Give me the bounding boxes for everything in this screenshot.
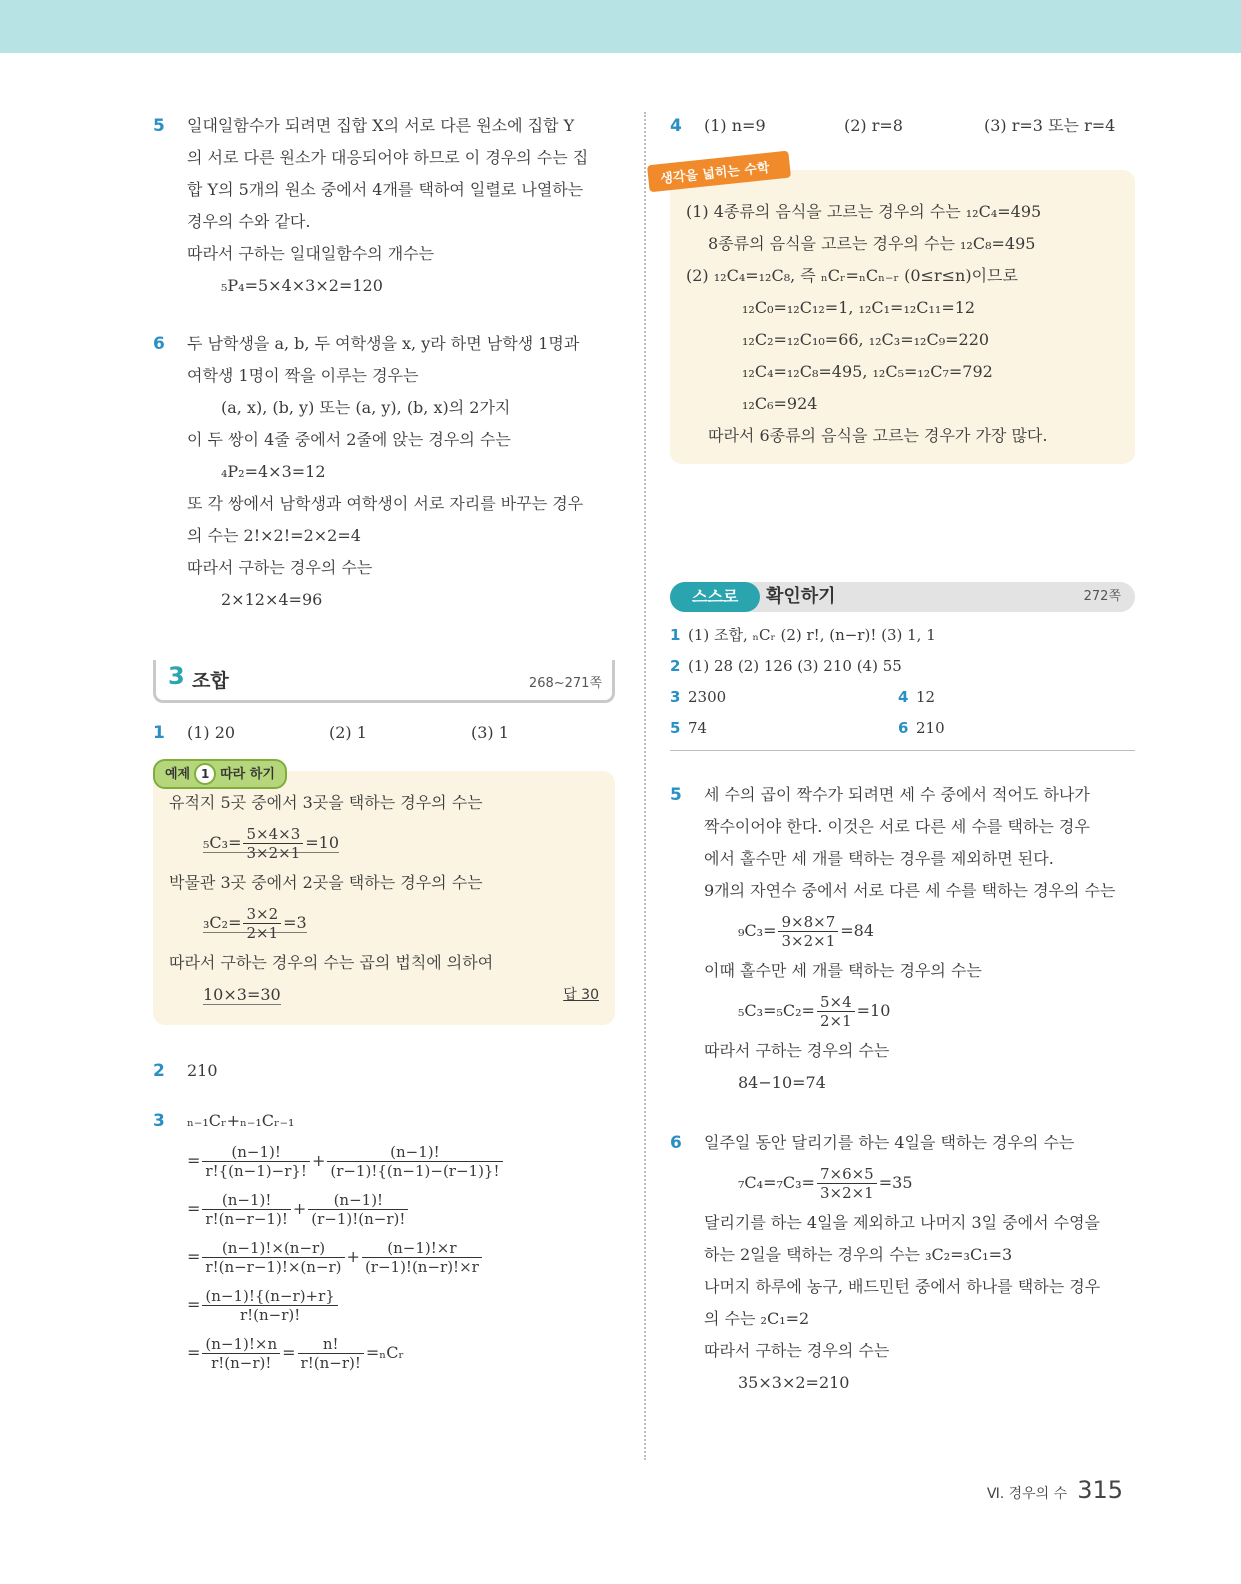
check-solution-6: 6 일주일 동안 달리기를 하는 4일을 택하는 경우의 수는 ₇C₄=₇C₃= $\frac{7\times 6\times 5}{3\times 2\times 1}$ =35 달리기를 하는 4일을 제외하고 나머지 3일 중에서 수영을 하는 2일을 택하는 경우의 수는 ₃C₂=₃C₁=3 나머지 하루에 농구, 배드민턴 중에서 하나를 택하는 경우 의 수는 ₂C₁=2 따라서 구하는 경우의 수는 35×3×2=210 — [670, 1127, 1135, 1399]
top-color-band — [0, 0, 1241, 53]
chapter-label: Ⅵ. 경우의 수 — [986, 1486, 1068, 1502]
solution-5: 5 일대일함수가 되려면 집합 X의 서로 다른 원소에 집합 Y 의 서로 다른 원소가 대응되어야 하므로 이 경우의 수는 집 합 Y의 5개의 원소 중에서 4개를 택하여 일렬로 나열하는 경우의 수와 같다. 따라서 구하는 일대일함수의 개수는 ₅P₄=5×4×3×2=120 — [153, 110, 615, 302]
formula: ₅P₄=5×4×3×2=120 — [221, 276, 383, 295]
formula: 2×12×4=96 — [221, 590, 323, 609]
answer-4: 4 (1) n=9 (2) r=8 (3) r=3 또는 r=4 — [670, 116, 1116, 136]
solution-6: 6 두 남학생을 a, b, 두 여학생을 x, y라 하면 남학생 1명과 여학생 1명이 짝을 이루는 경우는 (a, x), (b, y) 또는 (a, y), (b, x)의 2가지 이 두 쌍이 4줄 중에서 2줄에 앉는 경우의 수는 ₄P₂=4×3=12 또 각 쌍에서 남학생과 여학생이 서로 자리를 바꾸는 경우 의 수는 2!×2!=2×2=4 따라서 구하는 경우의 수는 2×12×4=96 — [153, 328, 615, 616]
page-number: 315 — [1077, 1476, 1123, 1504]
think-tag: 생각을 넓히는 수학 — [647, 151, 791, 193]
right-column — [659, 110, 1135, 1399]
proof-3: 3 ₙ₋₁Cᵣ+ₙ₋₁Cᵣ₋₁ = $\frac{(n-1)!}{r!\{(n-1)-r\}!}$ + $\frac{(n-1)!}{(r-1)!\{(n-1)-(r-1)\}!}$ = $\frac{(n-1)!}{r!(n-r-1)!}$ + $\frac{(n-1)!}{(r-1)!(n-r)!}$ = $\frac{(n-1)!\times(n-r)}{r!(n-r-1)!\times(n-r)}$ + $\frac{(n-1)!\times r}{(r-1)!(n-r)!\times r}$ = $\frac{(n-1)!\{(n-r)+r\}}{r!(n-r)!}$ = $\frac{(n-1)!\times n}{r!(n-r)!}$ = $\frac{n!}{r!(n-r)!}$ =ₙCᵣ — [153, 1105, 615, 1377]
section-header — [153, 660, 615, 703]
problem-number: 5 — [153, 116, 165, 136]
check-solution-5: 5 세 수의 곱이 짝수가 되려면 세 수 중에서 적어도 하나가 짝수이어야 한다. 이것은 서로 다른 세 수를 택하는 경우 에서 홀수만 세 개를 택하는 경우를 제외하면 된다. 9개의 자연수 중에서 서로 다른 세 수를 택하는 경우의 수는 ₉C₃= $\frac{9\times 8\times 7}{3\times 2\times 1}$ =84 이때 홀수만 세 개를 택하는 경우의 수는 ₅C₃=₅C₂= $\frac{5\times 4}{2\times 1}$ =10 따라서 구하는 경우의 수는 84−10=74 — [670, 779, 1135, 1099]
section-number: 3 — [168, 662, 185, 690]
answer-mark: 답 30 — [563, 987, 599, 1003]
formula: ₉C₃= $\frac{9\times 8\times 7}{3\times 2\times 1}$ =84 — [738, 913, 875, 950]
left-column — [153, 110, 615, 1377]
section-pages: 268~271쪽 — [528, 676, 602, 691]
example-tag: 예제 1 따라 하기 — [153, 759, 287, 789]
page-footer — [987, 1476, 1123, 1504]
column-divider — [644, 112, 646, 1460]
formula: 10×3=30 — [203, 985, 281, 1004]
answer-2: 2 210 — [153, 1061, 218, 1081]
problem-number: 6 — [153, 334, 165, 354]
self-check-header: 스스로 확인하기 272쪽 — [670, 582, 1135, 612]
formula: ₇C₄=₇C₃= $\frac{7\times 6\times 5}{3\times 2\times 1}$ =35 — [738, 1165, 913, 1202]
example-1-box: 예제 1 따라 하기 유적지 5곳 중에서 3곳을 택하는 경우의 수는 ₅C₃= $\frac{5\times 4\times 3}{3\times 2\times 1}$ =10 박물관 3곳 중에서 2곳을 택하는 경우의 수는 ₃C₂= $\frac{3\times 2}{2\times 1}$ =3 따라서 구하는 경우의 수는 곱의 법칙에 의하여 10×3=30 답 30 — [153, 759, 615, 1025]
answer-1: 1 (1) 20 (2) 1 (3) 1 — [153, 723, 509, 743]
formula: ₅C₃=₅C₂= $\frac{5\times 4}{2\times 1}$ =10 — [738, 993, 891, 1030]
think-box: 생각을 넓히는 수학 (1) 4종류의 음식을 고르는 경우의 수는 ₁₂C₄=495 8종류의 음식을 고르는 경우의 수는 ₁₂C₈=495 (2) ₁₂C₄=₁₂C₈, 즉 ₙCᵣ=ₙCₙ₋ᵣ (0≤r≤n)이므로 ₁₂C₀=₁₂C₁₂=1, ₁₂C₁=₁₂C₁₁=12 ₁₂C₂=₁₂C₁₀=66, ₁₂C₃=₁₂C₉=220 ₁₂C₄=₁₂C₈=495, ₁₂C₅=₁₂C₇=792 ₁₂C₆=924 따라서 6종류의 음식을 고르는 경우가 가장 많다. — [670, 170, 1135, 464]
self-check-answers: 1 (1) 조합, ₙCᵣ (2) r!, (n−r)! (3) 1, 1 2 (1) 28 (2) 126 (3) 210 (4) 55 3 2300 4 12 5 74 6 210 — [670, 620, 1135, 751]
formula: ₃C₂= $\frac{3\times 2}{2\times 1}$ =3 — [203, 905, 307, 942]
section-title: 조합 — [192, 670, 229, 692]
formula: ₄P₂=4×3=12 — [221, 462, 326, 481]
formula: ₅C₃= $\frac{5\times 4\times 3}{3\times 2\times 1}$ =10 — [203, 825, 340, 862]
